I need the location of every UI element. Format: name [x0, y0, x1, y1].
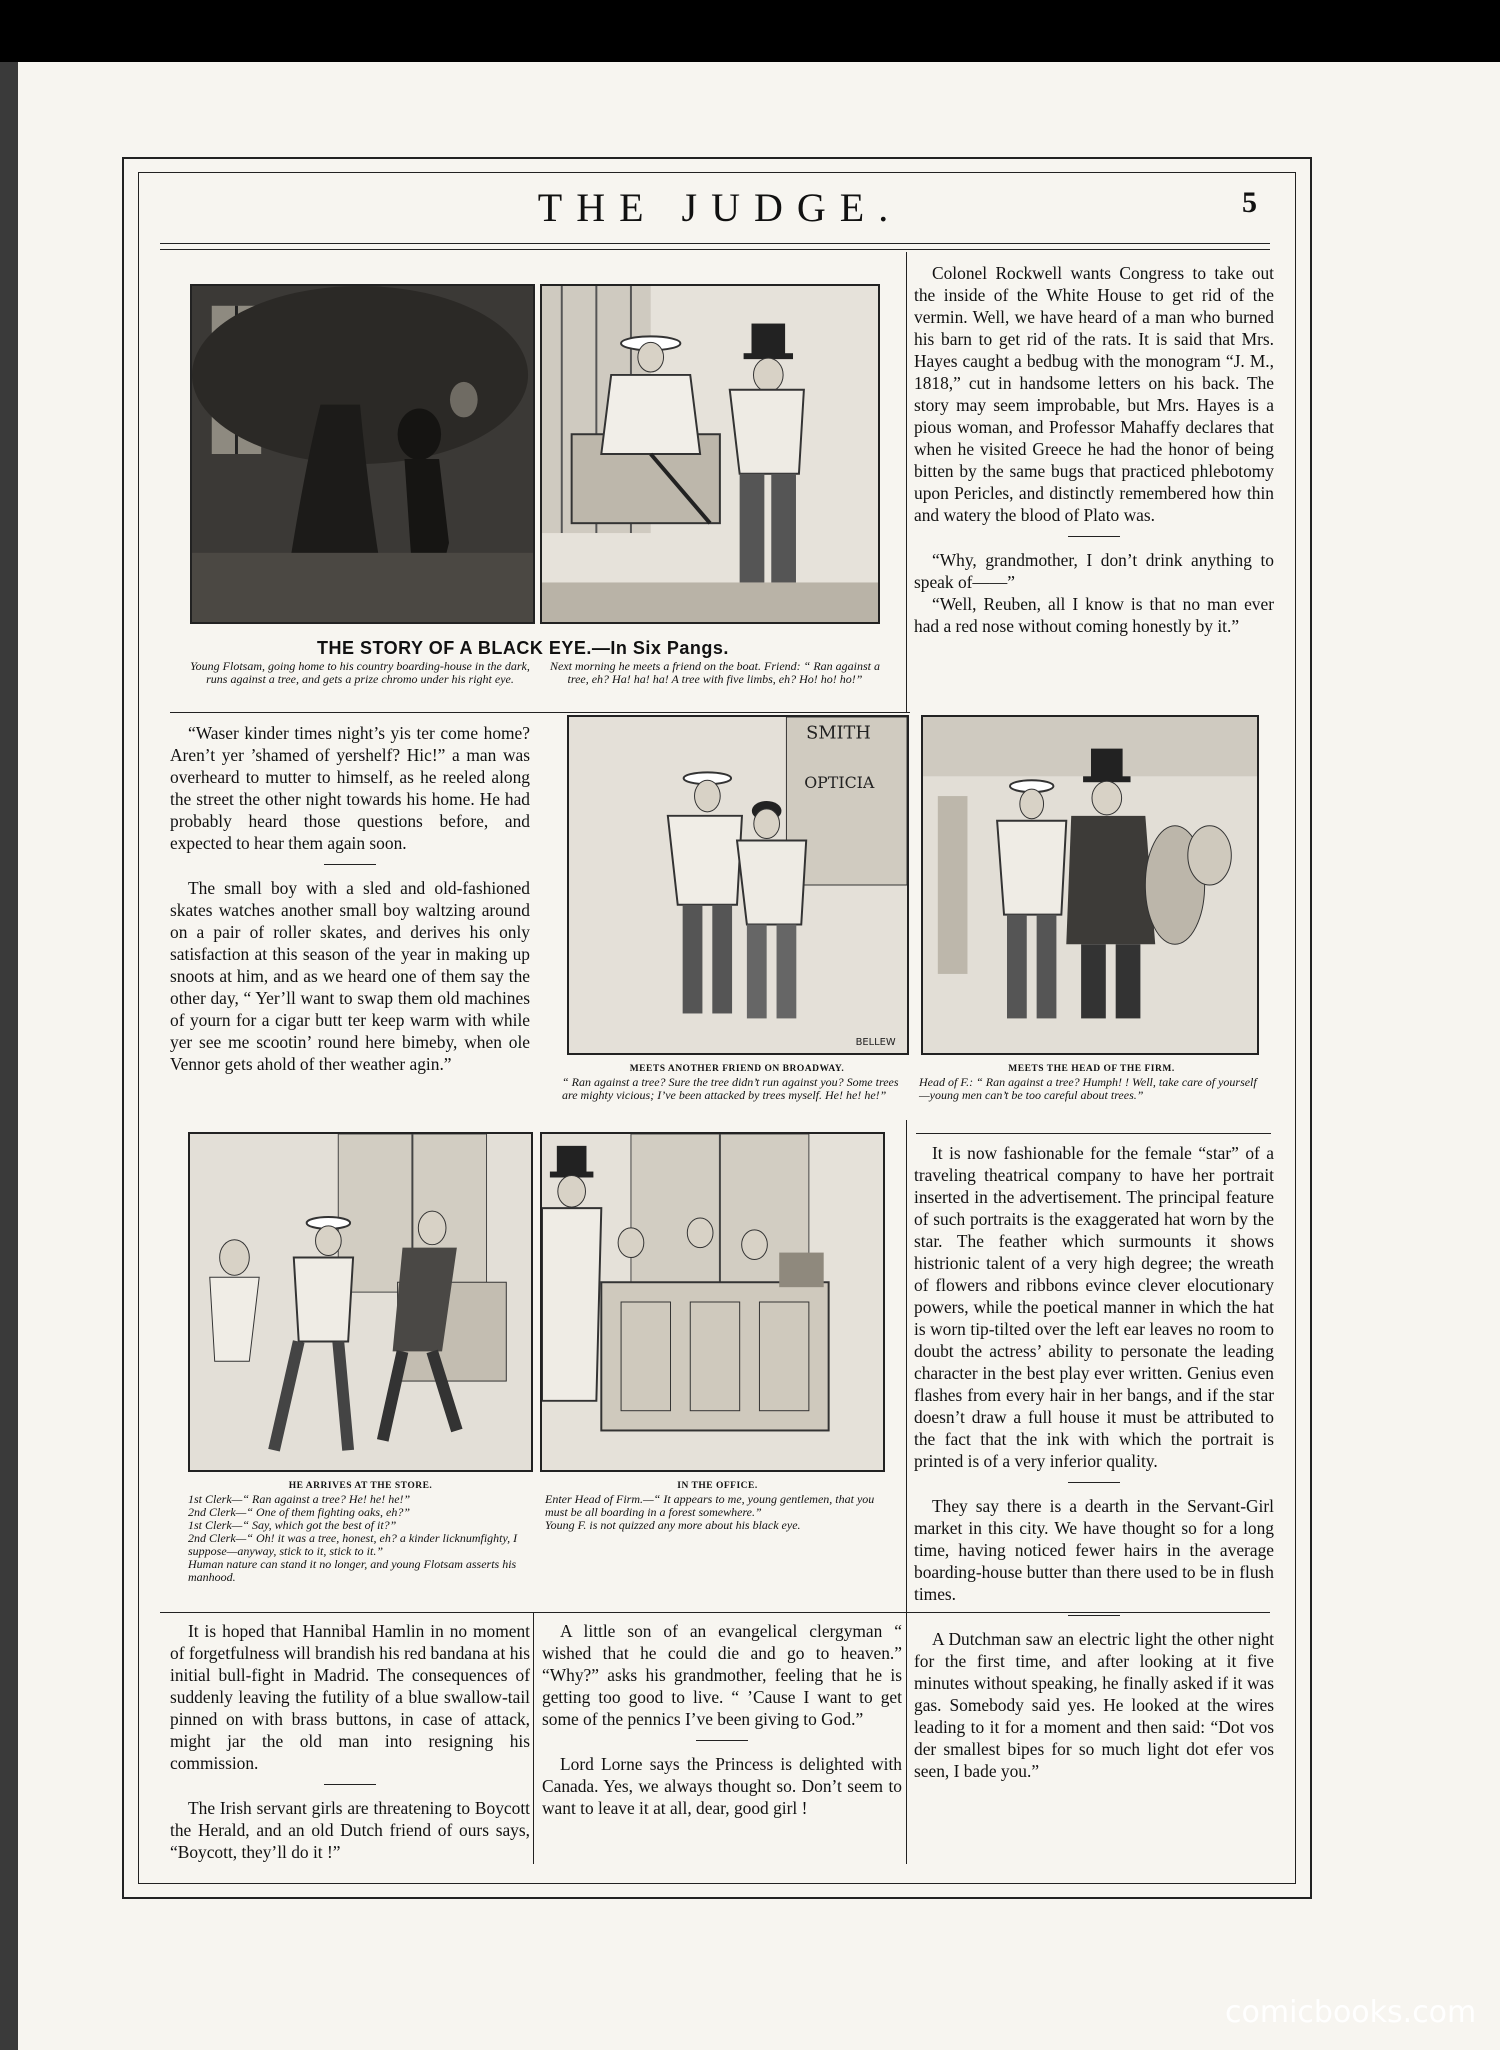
- panel-5-line: 2nd Clerk—“ One of them fighting oaks, eh?”: [188, 1505, 410, 1519]
- panel-6-caption: [545, 1480, 890, 1532]
- svg-text:OPTICIA: OPTICIA: [804, 773, 875, 793]
- panel-3-caption: [562, 1063, 912, 1102]
- panel-1-caption: Young Flotsam, going home to his country boarding-house in the dark, runs against a tree, and gets a prize chromo under his right eye.: [190, 659, 530, 686]
- illustration-panel-3: [567, 715, 909, 1055]
- panel-3-title: MEETS ANOTHER FRIEND ON BROADWAY.: [629, 1064, 845, 1074]
- article-colonel-rockwell: [914, 262, 1274, 637]
- masthead-rule-2: [160, 249, 1270, 250]
- article-bottom-left: [170, 1620, 530, 1863]
- panel-3-text: “ Ran against a tree? Sure the tree didn’t run against you? Some trees are mighty vicious; I’ve been attacked by trees myself. He! he! he!”: [562, 1075, 899, 1102]
- column-divider: [906, 1120, 907, 1620]
- article-paragraph: “Well, Reuben, all I know is that no man ever had a red nose without coming honestly by it.”: [914, 594, 1274, 636]
- article-paragraph: “Waser kinder times night’s yis ter come home? Aren’t yer ’shamed of yershelf? Hic!” a man was overheard to mutter to himself, as he reeled along the street the other night towards his home. He had probably heard those questions before, and expected to hear them again soon.: [170, 723, 530, 853]
- separator: [1068, 536, 1120, 537]
- column-divider: [906, 252, 907, 712]
- separator: [696, 1740, 748, 1741]
- masthead-rule-1: [160, 243, 1270, 244]
- separator: [1068, 1482, 1120, 1483]
- binding-edge: [0, 62, 18, 2050]
- svg-text:BELLEW: BELLEW: [855, 1037, 896, 1049]
- column-divider: [906, 1612, 907, 1864]
- masthead-title: THE JUDGE.: [537, 185, 903, 230]
- panel-5-line: 2nd Clerk—“ Oh! it was a tree, honest, eh? a kinder licknumfighty, I suppose—anyway, stick to it, stick to it.”: [188, 1531, 518, 1558]
- panel-6-text: Enter Head of Firm.—“ It appears to me, young gentlemen, that you must be all boarding in a forest somewhere.”: [545, 1492, 875, 1519]
- separator: [324, 1784, 376, 1785]
- panel-6-title: IN THE OFFICE.: [677, 1481, 758, 1491]
- panel-4-text: Head of F.: “ Ran against a tree? Humph! ! Well, take care of yourself—young men can’t be too careful about trees.”: [919, 1075, 1257, 1102]
- article-left-mid: [170, 722, 530, 1075]
- panel-6-text-2: Young F. is not quizzed any more about his black eye.: [545, 1518, 801, 1532]
- article-paragraph: “Why, grandmother, I don’t drink anything to speak of——”: [914, 550, 1274, 592]
- article-paragraph: The Irish servant girls are threatening to Boycott the Herald, and an old Dutch friend of ours says, “Boycott, they’ll do it !”: [170, 1798, 530, 1862]
- page-number: 5: [1242, 186, 1257, 219]
- panel-5-line: 1st Clerk—“ Say, which got the best of it?”: [188, 1518, 397, 1532]
- illustration-panel-6: [540, 1132, 885, 1472]
- illustration-panel-2: [540, 284, 880, 624]
- column-divider: [533, 1612, 534, 1864]
- article-paragraph: They say there is a dearth in the Servant-Girl market in this city. We have thought so for a long time, having noticed fewer hairs in the average boarding-house butter than there used to be in flush times.: [914, 1496, 1274, 1604]
- panel-5-title: HE ARRIVES AT THE STORE.: [288, 1481, 433, 1491]
- article-bottom-middle: [542, 1620, 902, 1819]
- article-paragraph: It is now fashionable for the female “star” of a traveling theatrical company to have her portrait inserted in the advertisement. The principal feature of such portraits is the exaggerated hat worn by the star. The feather which surmounts it shows histrionic talent of a very high degree; the wreath of flowers and ribbons evince clever elocutionary powers, while the poetical manner in which the hat is worn tip-tilted over the left ear leaves no room to doubt the actress’ ability to personate the leading character in the best play ever written. Genius even flashes from every hair in her bangs, and if the star doesn’t draw a full house it must be attributed to the fact that the ink with which the portrait is printed is of a very inferior quality.: [914, 1143, 1274, 1471]
- panel-2-caption: Next morning he meets a friend on the boat. Friend: “ Ran against a tree, eh? Ha! ha! ha! A tree with five limbs, eh? Ho! ho! ho!”: [550, 659, 880, 686]
- svg-text:SMITH: SMITH: [806, 722, 871, 744]
- article-right-mid: [914, 1142, 1274, 1782]
- article-paragraph: A little son of an evangelical clergyman “ wished that he could die and go to heaven.” “Why?” asks his grandmother, feeling that he is getting too good to live. “ ’Cause I want to get some of the pennics I’ve been giving to God.”: [542, 1621, 902, 1729]
- illustration-panel-5: [188, 1132, 533, 1472]
- separator: [1068, 1615, 1120, 1616]
- article-paragraph: Lord Lorne says the Princess is delighted with Canada. Yes, we always thought so. Don’t seem to want to leave it at all, dear, good girl !: [542, 1754, 902, 1818]
- panel-5-line: 1st Clerk—“ Ran against a tree? He! he! he!”: [188, 1492, 411, 1506]
- section-rule: [170, 712, 910, 713]
- story-title: THE STORY OF A BLACK EYE.—In Six Pangs.: [317, 638, 729, 658]
- panel-4-title: MEETS THE HEAD OF THE FIRM.: [1008, 1064, 1175, 1074]
- separator: [324, 864, 376, 865]
- illustration-panel-4: [921, 715, 1259, 1055]
- section-rule: [916, 1133, 1271, 1134]
- source-watermark: comicbooks.com: [1225, 1995, 1477, 2030]
- article-paragraph: It is hoped that Hannibal Hamlin in no moment of forgetfulness will brandish his red bandana at his initial bull-fight in Madrid. The consequences of suddenly leaving the futility of a blue swallow-tail pinned on with brass buttons, in case of attack, might jar the old man into resigning his commission.: [170, 1621, 530, 1773]
- article-paragraph: A Dutchman saw an electric light the other night for the first time, and after looking at it five minutes without speaking, he finally asked if it was gas. Somebody said yes. He looked at the wires leading to it for a moment and then said: “Dot vos der smallest bipes for so much light dot efer vos seen, I bade you.”: [914, 1629, 1274, 1781]
- article-paragraph: Colonel Rockwell wants Congress to take out the inside of the White House to get rid of the vermin. Well, we have heard of a man who burned his barn to get rid of the rats. It is said that Mrs. Hayes caught a bedbug with the monogram “J. M., 1818,” cut in handsome letters on his back. The story may seem improbable, but Mrs. Hayes is a pious woman, and Professor Mahaffy declares that when he visited Greece he had the honor of being bitten by the same bugs that practiced phlebotomy upon Pericles, and distinctly remembered how thin and watery the blood of Plato was.: [914, 263, 1274, 525]
- panel-5-caption: [188, 1480, 533, 1584]
- illustration-panel-1: [190, 284, 535, 624]
- article-paragraph: The small boy with a sled and old-fashioned skates watches another small boy waltzing around on a pair of roller skates, and derives his only satisfaction at this season of the year in making up snoots at him, and as we heard one of them say the other day, “ Yer’ll want to swap them old machines of yourn for a cigar butt ter keep warm with while yer see me scootin’ round here bimeby, when ole Vennor gets ahold of ther weather agin.”: [170, 878, 530, 1074]
- panel-5-line: Human nature can stand it no longer, and young Flotsam asserts his manhood.: [188, 1557, 517, 1584]
- panel-4-caption: [919, 1063, 1264, 1102]
